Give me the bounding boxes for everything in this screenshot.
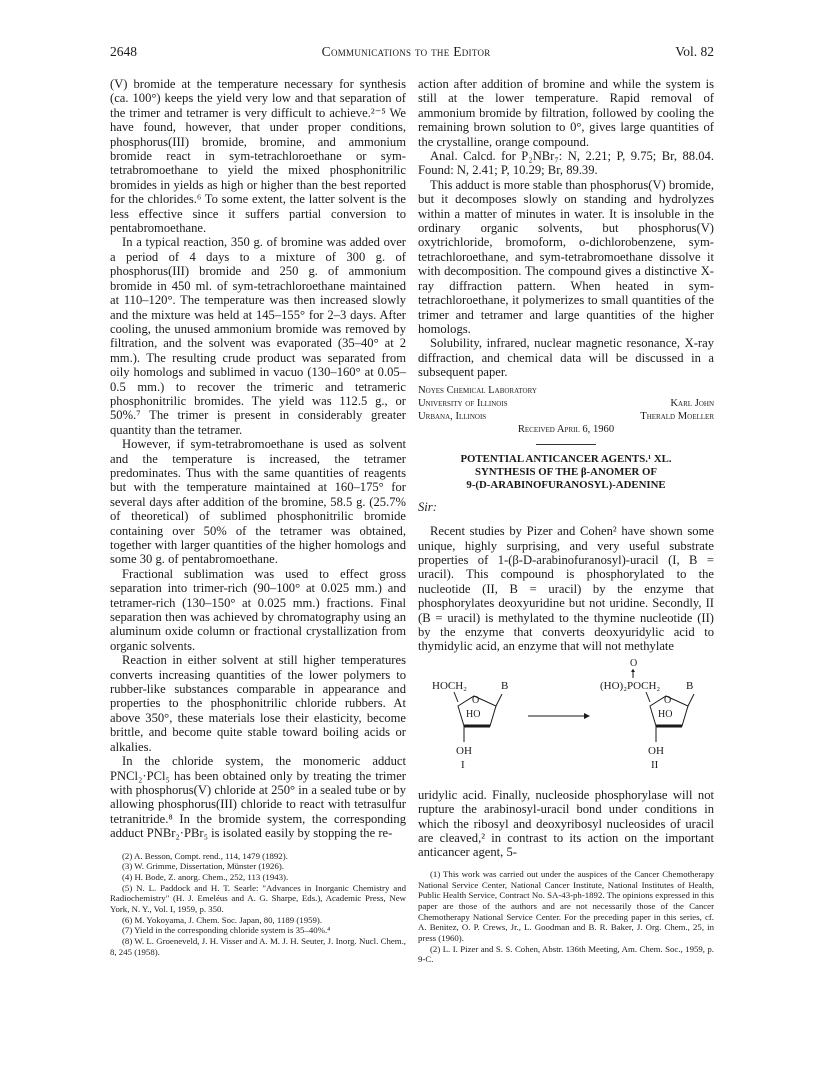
arrow-up-icon (631, 669, 635, 672)
reaction-scheme-svg (418, 658, 714, 782)
author-name: Karl John (670, 397, 714, 409)
running-header (110, 44, 714, 62)
lab-name: Noyes Chemical Laboratory (418, 384, 537, 396)
scheme-text: HOCH₂ (432, 679, 468, 692)
city-name: Urbana, Illinois (418, 410, 487, 422)
footnote: (3) W. Grimme, Dissertation, Münster (1926). (122, 861, 284, 872)
paragraph: Reaction in either solvent at still higher temperatures converts increasing quantities of the lower polymers to rubber-like substances comparable in appearance and properties to the phosphonitrilic chloride rubbers. At above 350°, these materials lose their elasticity, become brittle, and become quite stable toward boiling acids or alkalies. (110, 653, 406, 754)
right-column (418, 77, 714, 965)
paragraph: However, if sym-tetrabromoethane is used as solvent and the temperature is increased, the tetramer predominates. Thus with the same quantities of reagents but with the temperature maintained at 160–175° for several days after addition of the bromine, 58.5 g. (25.7% of theoretical) of sublimed phosphonitrilic bromide containing over 50% of the tetramer was obtained, together with larger quantities of the higher homologs and some 30 g. of pentabromoethane. (110, 437, 406, 567)
paragraph: action after addition of bromine and while the system is still at the lower temperature. Rapid removal of ammonium bromide by filtration, followed by cooling the remaining brown solution to 0°, gives large quantities of the crystalline, orange compound. (418, 77, 714, 149)
salutation: Sir: (418, 499, 437, 514)
footnote: (5) N. L. Paddock and H. T. Searle: "Advances in Inorganic Chemistry and Radiochemistry" (H. J. Emeléus and A. G. Sharpe, Eds.), Academic Press, New York, N. Y., Vol. I, 1959, p. 350. (110, 882, 406, 915)
arrow-head-icon (584, 713, 590, 719)
scheme-text: HO (658, 708, 673, 720)
scheme-text: B (686, 679, 694, 692)
footnotes-right (418, 869, 714, 965)
paragraph: Recent studies by Pizer and Cohen² have shown some unique, highly surprising, and very useful substrate properties of 1-(β-D-arabinofuranosyl)-uracil (I, B = uracil). This compound is phosphorylated to the nucleotide (II, B = uracil) by the enzyme that phosphorylates deoxyuridine but not uridine. Secondly, II (B = uracil) is methylated to the thymine nucleotide (II) by the enzyme that converts deoxyuridylic acid to thymidylic acid, an enzyme that will not methylate (418, 524, 714, 654)
article-title-line: POTENTIAL ANTICANCER AGENTS.¹ XL. (460, 453, 672, 466)
article-title-line: 9-(D-ARABINOFURANOSYL)-ADENINE (466, 478, 666, 491)
left-column (110, 77, 406, 958)
scheme-text: OH (648, 744, 664, 757)
article-title (418, 453, 714, 491)
received-date: Received April 6, 1960 (517, 424, 615, 436)
analysis-paragraph: Anal. Calcd. for P₂NBr₇: N, 2.21; P, 9.75; Br, 88.04. Found: N, 2.41; P, 10.29; Br, 89.39. (418, 149, 714, 178)
footnote: (2) A. Besson, Compt. rend., 114, 1479 (1892). (122, 850, 288, 861)
bond-line (646, 692, 650, 702)
paragraph: (V) bromide at the temperature necessary for synthesis (ca. 100°) keeps the yield very low and that separation of the trimer and tetramer is very difficult to achieve.²⁻⁵ We have found, however, that under proper conditions, phosphorus(III) bromide, bromine, and ammonium bromide react in sym-tetrachloroethane or sym-tetrabromoethane to yield the mixed phosphonitrilic bromides in yields as high or higher than the best reported for the chlorides.⁶ To some extent, the latter solvent is the less effective since it suffers partial conversion to pentabromoethane. (110, 77, 406, 236)
footnote: (2) L. I. Pizer and S. S. Cohen, Abstr. 136th Meeting, Am. Chem. Soc., 1959, p. 9-C. (418, 943, 714, 965)
paragraph: Fractional sublimation was used to effect gross separation into trimer-rich (90–100° at 0.025 mm.) and tetramer-rich (130–150° at 0.025 mm.) fractions. Final separation then was achieved by chromatography using an aluminum oxide column or fractional crystallization from organic solvents. (110, 566, 406, 653)
footnote: (1) This work was carried out under the auspices of the Cancer Chemotherapy National Service Center, National Cancer Institute, National Institutes of Health, Public Health Service, Contract No. SA-43-ph-1892. The opinions expressed in this paper are those of the authors and are not necessarily those of the Cancer Chemotherapy National Service Center. For the preceding paper in this series, cf. A. Benitez, O. P. Crews, Jr., L. Goodman and B. R. Baker, J. Org. Chem., 25, in press (1960). (418, 868, 714, 944)
article-title-line: SYNTHESIS OF THE β-ANOMER OF (474, 466, 658, 479)
scheme-text: OH (456, 744, 472, 757)
affiliation-block (418, 384, 714, 437)
university-name: University of Illinois (418, 397, 508, 409)
bond-line (454, 692, 458, 702)
scheme-text: O (472, 694, 480, 706)
paragraph: Solubility, infrared, nuclear magnetic resonance, X-ray diffraction, and chemical data will be discussed in a subsequent paper. (418, 336, 714, 380)
running-title: Communications to the Editor (321, 44, 491, 59)
page-number: 2648 (110, 44, 137, 59)
compound-number: I (461, 758, 465, 771)
paragraph: uridylic acid. Finally, nucleoside phosphorylase will not rupture the arabinosyl-uracil bond under conditions in which the ribosyl and deoxyribosyl nucleosides of uracil are cleaved,² in contrast to its action on the important anticancer agent, 5- (418, 787, 714, 860)
scheme-text: O (630, 657, 638, 669)
section-divider (536, 444, 596, 445)
compound-number: II (651, 758, 659, 771)
footnote: (6) M. Yokoyama, J. Chem. Soc. Japan, 80, 1189 (1959). (122, 914, 323, 925)
footnotes-left (110, 851, 406, 958)
paragraph: This adduct is more stable than phosphorus(V) bromide, but it decomposes slowly on standing and hydrolyzes within a matter of minutes in water. It is insoluble in the ordinary organic solvents, but phosphorus(V) oxytrichloride, bromoform, o-dichlorobenzene, sym-tetrachloroethane, and sym-tetrabromoethane dissolve it with decomposition. The compound gives a distinctive X-ray diffraction pattern. When heated in sym-tetrachloroethane, it polymerizes to small quantities of the trimer and tetramer and large quantities of the higher homologs. (418, 177, 715, 336)
volume-number: Vol. 82 (675, 44, 714, 59)
scheme-text: B (501, 679, 509, 692)
paragraph: In a typical reaction, 350 g. of bromine was added over a period of 4 days to a mixture of 300 g. of phosphorus(III) bromide and 250 g. of ammonium bromide in 450 ml. of sym-tetrachloroethane maintained at 110–120°. The temperature was then increased slowly and the mixture was held at 145–155° for 2–3 days. After cooling, the unused ammonium bromide was removed by filtration, and the solvent was evaporated (35–40° at 2 mm.). The resulting crude product was separated from oily homologs and sublimed in vacuo (130–160° at 0.05–0.5 mm.) to recover the trimeric and tetrameric phosphonitrilic bromides. The yield was 112.5 g., or 50%.⁷ The trimer is present in considerably greater quantity than the tetramer. (110, 235, 406, 437)
author-name: Therald Moeller (640, 410, 714, 422)
footnote: (8) W. L. Groeneveld, J. H. Visser and A. M. J. H. Seuter, J. Inorg. Nucl. Chem., 8, 245 (1958). (110, 936, 406, 957)
bond-line (496, 694, 502, 706)
scheme-text: O (664, 694, 672, 706)
paragraph: In the chloride system, the monomeric adduct PNCl₂·PCl₅ has been obtained only by treating the trimer with phosphorus(V) chloride at 250° in a sealed tube or by allowing phosphorus(III) chloride to react with tetrasulfur tetranitride.⁸ In the bromide system, the corresponding adduct PNBr₂·PBr₅ is isolated easily by stopping the re- (110, 754, 406, 841)
reaction-scheme (418, 658, 714, 782)
footnote: (7) Yield in the corresponding chloride system is 35–40%.⁴ (122, 925, 331, 936)
scheme-text: (HO)₂POCH₂ (600, 679, 661, 692)
footnote: (4) H. Bode, Z. anorg. Chem., 252, 113 (1943). (122, 871, 289, 882)
bond-line (688, 694, 694, 706)
scheme-text: HO (466, 708, 481, 720)
